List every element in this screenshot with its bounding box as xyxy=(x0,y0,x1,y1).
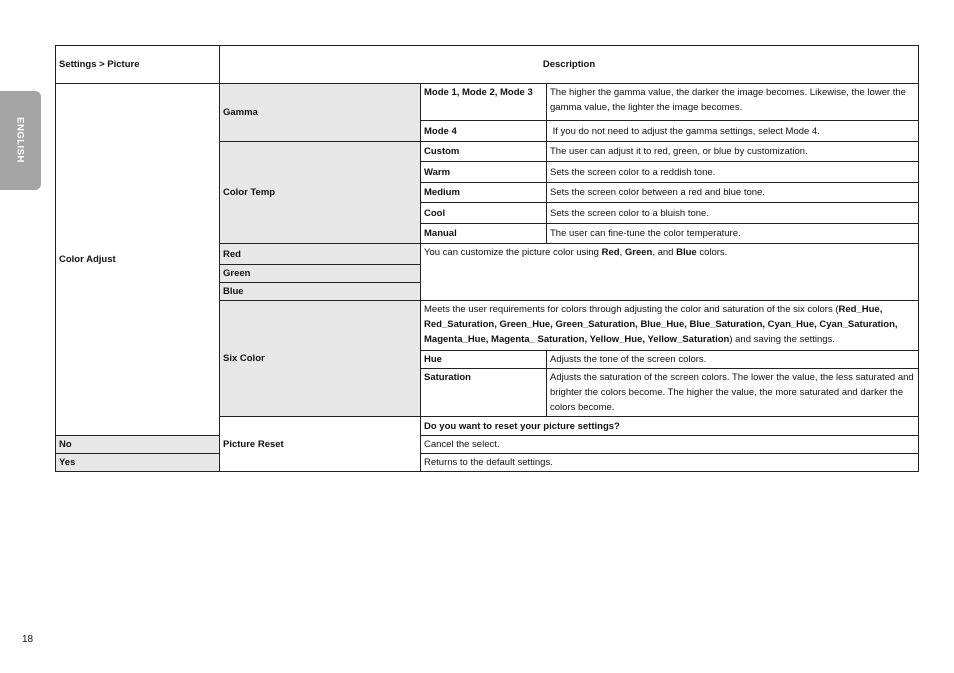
six-color-desc-text: Meets the user requirements for colors through adjusting the color and saturation of the six colors ( xyxy=(424,304,839,315)
six-color-hue-name: Hue xyxy=(421,351,547,369)
header-settings: Settings > Picture xyxy=(56,46,220,84)
gamma-label: Gamma xyxy=(220,84,421,142)
picture-reset-no-name: No xyxy=(56,436,220,454)
color-temp-cool-name: Cool xyxy=(421,203,547,224)
gamma-mode-123-desc: The higher the gamma value, the darker the image becomes. Likewise, the lower the gamma value, the lighter the image becomes. xyxy=(547,84,919,121)
rgb-desc-green: Green xyxy=(624,247,653,258)
color-temp-manual-desc: The user can fine-tune the color temperature. xyxy=(547,224,919,244)
page-number: 18 xyxy=(22,634,34,645)
picture-settings-table xyxy=(55,45,919,472)
language-tab-label: ENGLISH xyxy=(14,117,26,163)
gamma-mode-4-desc: If you do not need to adjust the gamma settings, select Mode 4. xyxy=(547,121,919,142)
six-color-desc xyxy=(421,301,919,351)
gamma-mode-123-name: Mode 1, Mode 2, Mode 3 xyxy=(421,84,547,121)
language-tab xyxy=(0,91,41,190)
color-temp-medium-name: Medium xyxy=(421,183,547,203)
color-temp-custom-name: Custom xyxy=(421,142,547,162)
header-description: Description xyxy=(220,46,919,84)
rgb-desc xyxy=(421,244,919,301)
six-color-saturation-name: Saturation xyxy=(421,369,547,417)
picture-reset-no-desc: Cancel the select. xyxy=(421,436,919,454)
color-temp-label: Color Temp xyxy=(220,142,421,244)
color-temp-warm-name: Warm xyxy=(421,162,547,183)
rgb-desc-red: Red xyxy=(601,247,620,258)
rgb-desc-sep: , and xyxy=(652,247,677,258)
six-color-label: Six Color xyxy=(220,301,421,417)
six-color-saturation-desc: Adjusts the saturation of the screen colors. The lower the value, the less saturated and brighter the colors become. The higher the value, the more saturated and darker the colors become. xyxy=(547,369,919,417)
color-adjust-label: Color Adjust xyxy=(56,84,220,436)
gamma-mode-4-name: Mode 4 xyxy=(421,121,547,142)
rgb-desc-blue: Blue xyxy=(676,247,697,258)
picture-reset-question: Do you want to reset your picture settings? xyxy=(421,417,919,436)
table-row xyxy=(56,454,919,472)
color-temp-medium-desc: Sets the screen color between a red and blue tone. xyxy=(547,183,919,203)
color-temp-cool-desc: Sets the screen color to a bluish tone. xyxy=(547,203,919,224)
picture-reset-yes-name: Yes xyxy=(56,454,220,472)
table-row xyxy=(56,84,919,121)
picture-reset-label: Picture Reset xyxy=(220,417,421,472)
blue-label: Blue xyxy=(220,283,421,301)
rgb-desc-text: You can customize the picture color using xyxy=(424,247,602,258)
picture-reset-yes-desc: Returns to the default settings. xyxy=(421,454,919,472)
color-temp-warm-desc: Sets the screen color to a reddish tone. xyxy=(547,162,919,183)
six-color-desc-text: ) and saving the settings. xyxy=(729,334,835,345)
table-row xyxy=(56,436,919,454)
rgb-desc-text: colors. xyxy=(696,247,728,258)
color-temp-manual-name: Manual xyxy=(421,224,547,244)
color-temp-custom-desc: The user can adjust it to red, green, or blue by customization. xyxy=(547,142,919,162)
red-label: Red xyxy=(220,244,421,265)
six-color-desc-colors: Red_Hue, Red_Saturation, Green_Hue, Green_Saturation, Blue_Hue, Blue_Saturation, Cyan_Hue, Cyan_Saturation, Magenta_Hue, Magenta_ Saturation, Yellow_Hue, Yellow_Saturation xyxy=(424,304,898,345)
six-color-hue-desc: Adjusts the tone of the screen colors. xyxy=(547,351,919,369)
table-header-row xyxy=(56,46,919,84)
green-label: Green xyxy=(220,265,421,283)
rgb-desc-sep: , xyxy=(619,247,625,258)
